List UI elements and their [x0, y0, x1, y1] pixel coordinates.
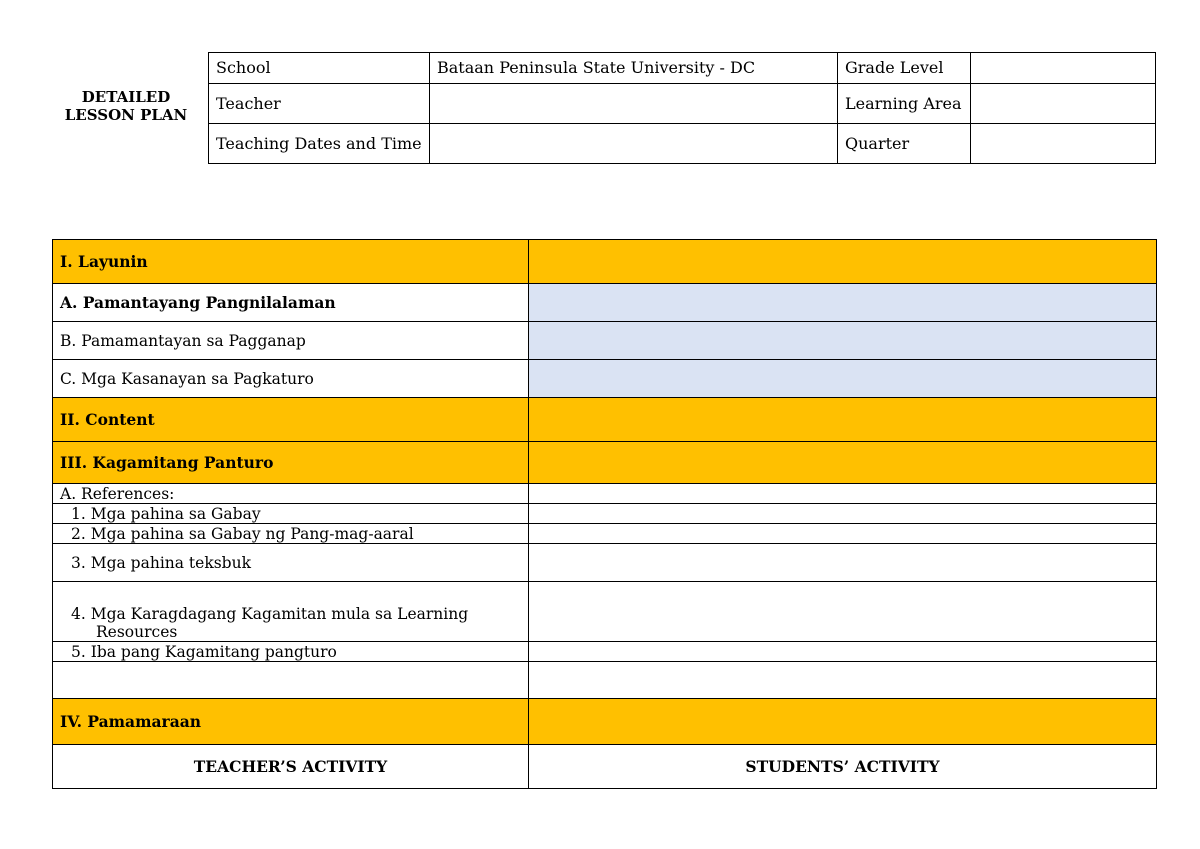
quarter-label: Quarter	[838, 124, 971, 164]
row-blank	[53, 662, 529, 699]
section-content-value[interactable]	[529, 398, 1157, 442]
title-line-2: LESSON PLAN	[64, 106, 188, 124]
row-references: A. References:	[53, 484, 529, 504]
ref-gabay-mag-aaral-value[interactable]	[529, 524, 1157, 544]
ref-gabay-value[interactable]	[529, 504, 1157, 524]
title-line-1: DETAILED	[81, 88, 171, 106]
ref-teksbuk-value[interactable]	[529, 544, 1157, 582]
grade-level-label: Grade Level	[838, 53, 971, 84]
section-kagamitang-panturo: III. Kagamitang Panturo	[53, 442, 529, 484]
ref-iba-pang-kagamitan-value[interactable]	[529, 642, 1157, 662]
row-ref-learning-resources: 4. Mga Karagdagang Kagamitan mula sa Learning Resources	[53, 582, 529, 642]
row-blank-value[interactable]	[529, 662, 1157, 699]
row-kasanayan-sa-pagkaturo: C. Mga Kasanayan sa Pagkaturo	[53, 360, 529, 398]
teacher-value[interactable]	[430, 84, 838, 124]
row-ref-iba-pang-kagamitan: 5. Iba pang Kagamitang pangturo	[53, 642, 529, 662]
section-layunin-value[interactable]	[529, 240, 1157, 284]
row-ref-gabay-mag-aaral: 2. Mga pahina sa Gabay ng Pang-mag-aaral	[53, 524, 529, 544]
kasanayan-sa-pagkaturo-value[interactable]	[529, 360, 1157, 398]
row-ref-gabay: 1. Mga pahina sa Gabay	[53, 504, 529, 524]
ref-learning-resources-value[interactable]	[529, 582, 1157, 642]
teacher-label: Teacher	[209, 84, 430, 124]
section-pamamaraan: IV. Pamamaraan	[53, 699, 529, 745]
row-pamamantayan-sa-pagganap: B. Pamamantayan sa Pagganap	[53, 322, 529, 360]
section-content: II. Content	[53, 398, 529, 442]
row-pamantayang-pangnilalaman: A. Pamantayang Pangnilalaman	[53, 284, 529, 322]
lesson-plan-table	[52, 239, 1157, 789]
section-kagamitang-value[interactable]	[529, 442, 1157, 484]
school-label: School	[209, 53, 430, 84]
learning-area-label: Learning Area	[838, 84, 971, 124]
row-ref-teksbuk: 3. Mga pahina teksbuk	[53, 544, 529, 582]
references-value[interactable]	[529, 484, 1157, 504]
learning-area-value[interactable]	[971, 84, 1156, 124]
teaching-dates-value[interactable]	[430, 124, 838, 164]
school-value[interactable]: Bataan Peninsula State University - DC	[430, 53, 838, 84]
section-layunin: I. Layunin	[53, 240, 529, 284]
teacher-activity-header: TEACHER’S ACTIVITY	[53, 745, 529, 789]
grade-level-value[interactable]	[971, 53, 1156, 84]
students-activity-header: STUDENTS’ ACTIVITY	[529, 745, 1157, 789]
pamamantayan-sa-pagganap-value[interactable]	[529, 322, 1157, 360]
quarter-value[interactable]	[971, 124, 1156, 164]
header-info-table	[208, 52, 1156, 164]
pamantayang-pangnilalaman-value[interactable]	[529, 284, 1157, 322]
document-title	[50, 88, 202, 124]
teaching-dates-label: Teaching Dates and Time	[209, 124, 430, 164]
section-pamamaraan-value[interactable]	[529, 699, 1157, 745]
